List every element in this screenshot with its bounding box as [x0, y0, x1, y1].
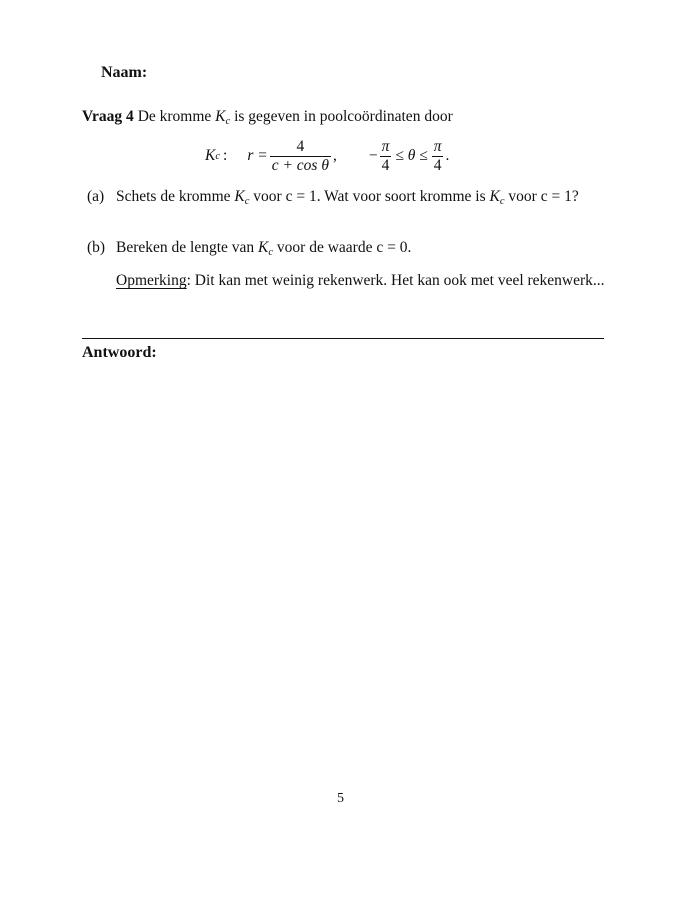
- page-number: 5: [337, 791, 344, 806]
- answer-label: Antwoord:: [82, 344, 157, 361]
- divider-line: [82, 338, 604, 339]
- fraction-numerator: 4: [296, 138, 305, 156]
- intro-text-rest: is gegeven in poolcoördinaten door: [234, 108, 453, 125]
- intro-text: De kromme: [137, 108, 212, 125]
- question-intro: [82, 108, 453, 127]
- remark-label: Opmerking: [116, 272, 187, 289]
- formula-comma: ,: [332, 147, 337, 164]
- part-a-text-1: Schets de kromme: [116, 188, 231, 205]
- remark-text: : Dit kan met weinig rekenwerk. Het kan ook met veel rekenwerk...: [186, 272, 605, 289]
- formula-period: .: [445, 147, 450, 164]
- curve-subscript: c: [225, 116, 231, 127]
- part-b-remark: [116, 269, 607, 293]
- part-b-text-1: Bereken de lengte van: [116, 239, 255, 256]
- part-a-K: K: [234, 188, 245, 205]
- part-a-text: [116, 185, 607, 214]
- part-b-K: K: [258, 239, 269, 256]
- formula-K: K: [205, 147, 216, 164]
- part-a-text-3: voor c = 1?: [508, 188, 579, 205]
- part-a-K-sub-2: c: [499, 196, 505, 207]
- fraction-denominator: c + cos θ: [271, 156, 329, 174]
- question-label: Vraag 4: [82, 108, 134, 125]
- part-a-K-sub: c: [244, 196, 250, 207]
- part-a-K-2: K: [489, 188, 500, 205]
- part-a-label: (a): [87, 188, 105, 205]
- formula-inequality: ≤ θ ≤: [395, 147, 428, 164]
- formula-r: r =: [247, 147, 268, 164]
- part-a-text-2: voor c = 1. Wat voor soort kromme is: [253, 188, 486, 205]
- lower-bound-four: 4: [381, 156, 390, 174]
- curve-symbol: K: [215, 108, 226, 125]
- display-formula: [205, 136, 449, 176]
- part-b: [87, 236, 607, 293]
- upper-bound-pi: π: [433, 138, 442, 156]
- lower-bound-fraction: [380, 138, 392, 173]
- part-b-label: (b): [87, 239, 106, 256]
- part-b-text: [116, 236, 607, 265]
- part-b-K-sub: c: [268, 247, 274, 258]
- formula-colon: :: [223, 147, 228, 164]
- part-b-text-2: voor de waarde c = 0.: [276, 239, 412, 256]
- fraction: [270, 138, 331, 173]
- formula-minus: −: [368, 147, 378, 164]
- upper-bound-fraction: [432, 138, 444, 173]
- part-a: [87, 185, 607, 214]
- lower-bound-pi: π: [381, 138, 390, 156]
- formula-K-subscript: c: [215, 150, 221, 162]
- naam-label: Naam:: [101, 64, 148, 81]
- upper-bound-four: 4: [433, 156, 442, 174]
